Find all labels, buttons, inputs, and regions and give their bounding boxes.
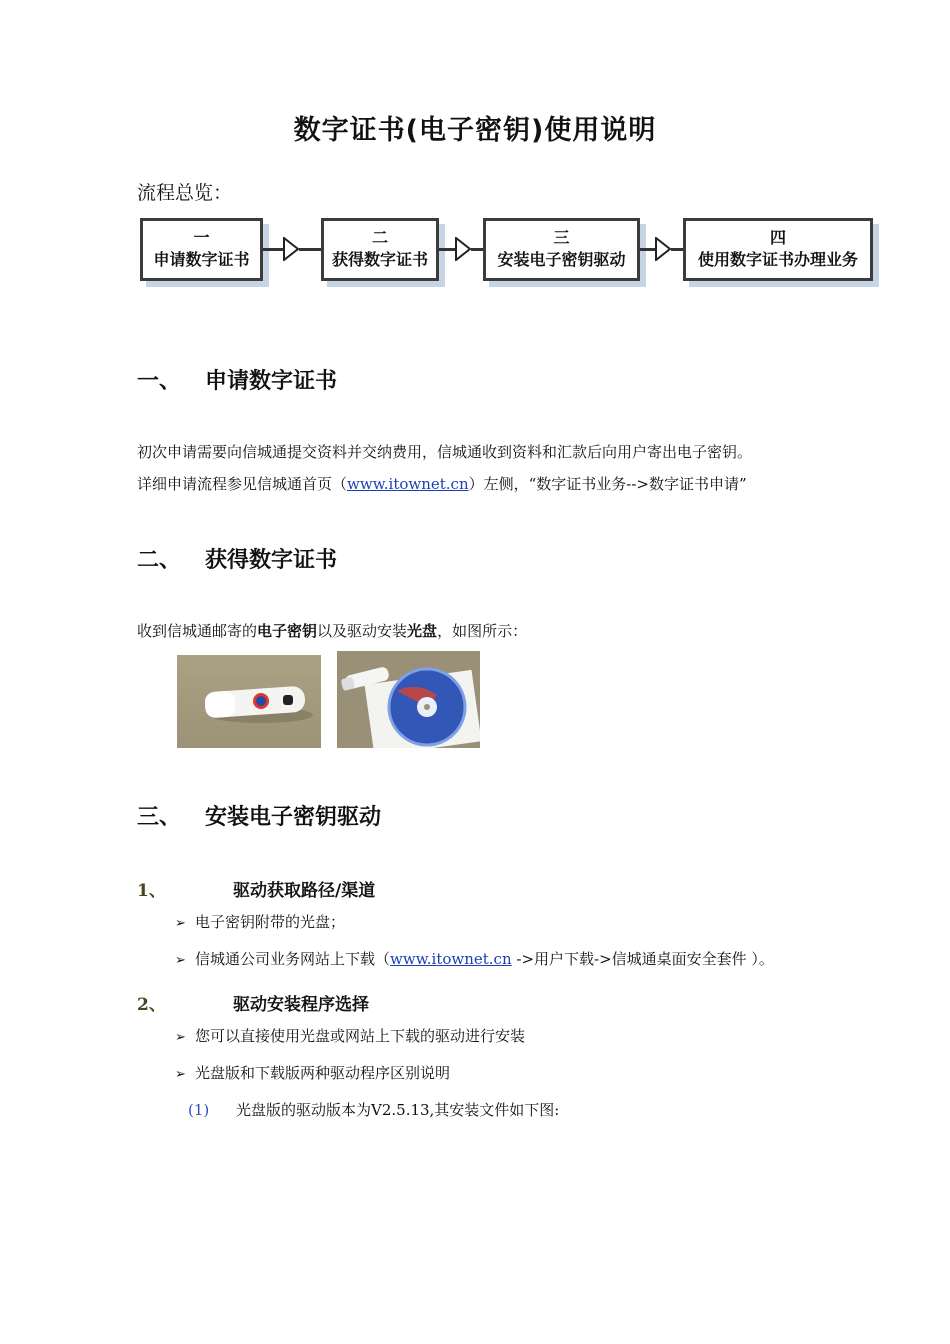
flow-step-label: 使用数字证书办理业务 [697,250,858,269]
bullet-arrow-icon: ➢ [175,1030,186,1045]
flow-arrow-icon [455,237,471,261]
flow-step-label: 获得数字证书 [331,250,428,269]
flow-connector [299,248,321,251]
flow-step-3 [483,218,640,281]
flow-connector [640,248,655,251]
section-2-body [137,615,527,647]
item-number: (1) [188,1101,210,1119]
flow-arrow-icon [655,237,671,261]
bullet-item [175,911,345,932]
flow-step-num: 三 [553,228,570,247]
item-text: 光盘版的驱动版本为V2.5.13,其安装文件如下图: [236,1101,560,1119]
text-span: ，如图所示： [437,622,528,640]
flow-step-1 [140,218,263,281]
flow-step-num: 二 [371,228,388,247]
bullet-arrow-icon: ➢ [175,953,186,968]
paragraph-line: 初次申请需要向信城通提交资料并交纳费用，信城通收到资料和汇款后向用户寄出电子密钥。 [137,443,753,461]
bullet-arrow-icon: ➢ [175,916,186,931]
subsection-title: 驱动安装程序选择 [233,995,369,1015]
section-title: 安装电子密钥驱动 [205,805,382,830]
paragraph-line [137,468,752,500]
section-title: 获得数字证书 [205,548,338,573]
section-3-heading [137,800,381,831]
section-number: 二、 [137,548,182,573]
page-title: 数字证书(电子密钥)使用说明 [293,115,657,146]
section-number: 一、 [137,369,182,394]
subsection-1-heading [137,876,375,901]
subsection-2-heading [137,990,369,1015]
bullet-text: 您可以直接使用光盘或网站上下载的驱动进行安装 [195,1027,526,1045]
flow-step-label: 申请数字证书 [153,250,250,269]
itownet-link[interactable]: www.itownet.cn [347,475,469,493]
bullet-text: 光盘版和下载版两种驱动程序区别说明 [195,1064,451,1082]
bullet-text: ->用户下载->信城通桌面安全套件 ）。 [511,950,774,968]
numbered-item [188,1099,559,1120]
bullet-arrow-icon: ➢ [175,1067,186,1082]
itownet-link[interactable]: www.itownet.cn [390,950,512,968]
bullet-item [175,1025,525,1046]
text-span: 以及驱动安装 [317,622,408,640]
section-number: 三、 [137,805,182,830]
usb-key-photo [177,655,321,748]
flow-step-num: 四 [769,228,786,247]
bullet-item [175,948,774,969]
flow-arrow-icon [283,237,299,261]
bullet-text: 信城通公司业务网站上下载（ [195,950,391,968]
text-span: 详细申请流程参见信城通首页（ [137,475,348,493]
section-1-body [137,436,752,500]
section-title: 申请数字证书 [205,369,338,394]
overview-label: 流程总览： [137,182,233,204]
flow-connector [671,248,683,251]
bullet-text: 电子密钥附带的光盘； [195,913,346,931]
flow-step-2 [321,218,439,281]
flow-step-4 [683,218,873,281]
text-span: ）左侧，“数字证书业务-->数字证书申请” [468,475,747,493]
flow-connector [471,248,483,251]
text-span: 收到信城通邮寄的 [137,622,258,640]
subsection-number: 2、 [137,995,166,1015]
subsection-title: 驱动获取路径/渠道 [233,881,376,901]
bold-text: 电子密钥 [257,622,318,640]
flow-connector [439,248,455,251]
section-1-heading [137,364,337,395]
flow-connector [263,248,283,251]
subsection-number: 1、 [137,881,166,901]
flow-step-num: 一 [193,228,210,247]
section-2-heading [137,543,337,574]
usb-key-and-cd-photo [337,651,480,748]
bold-text: 光盘 [407,622,438,640]
flow-step-label: 安装电子密钥驱动 [497,250,626,269]
bullet-item [175,1062,450,1083]
